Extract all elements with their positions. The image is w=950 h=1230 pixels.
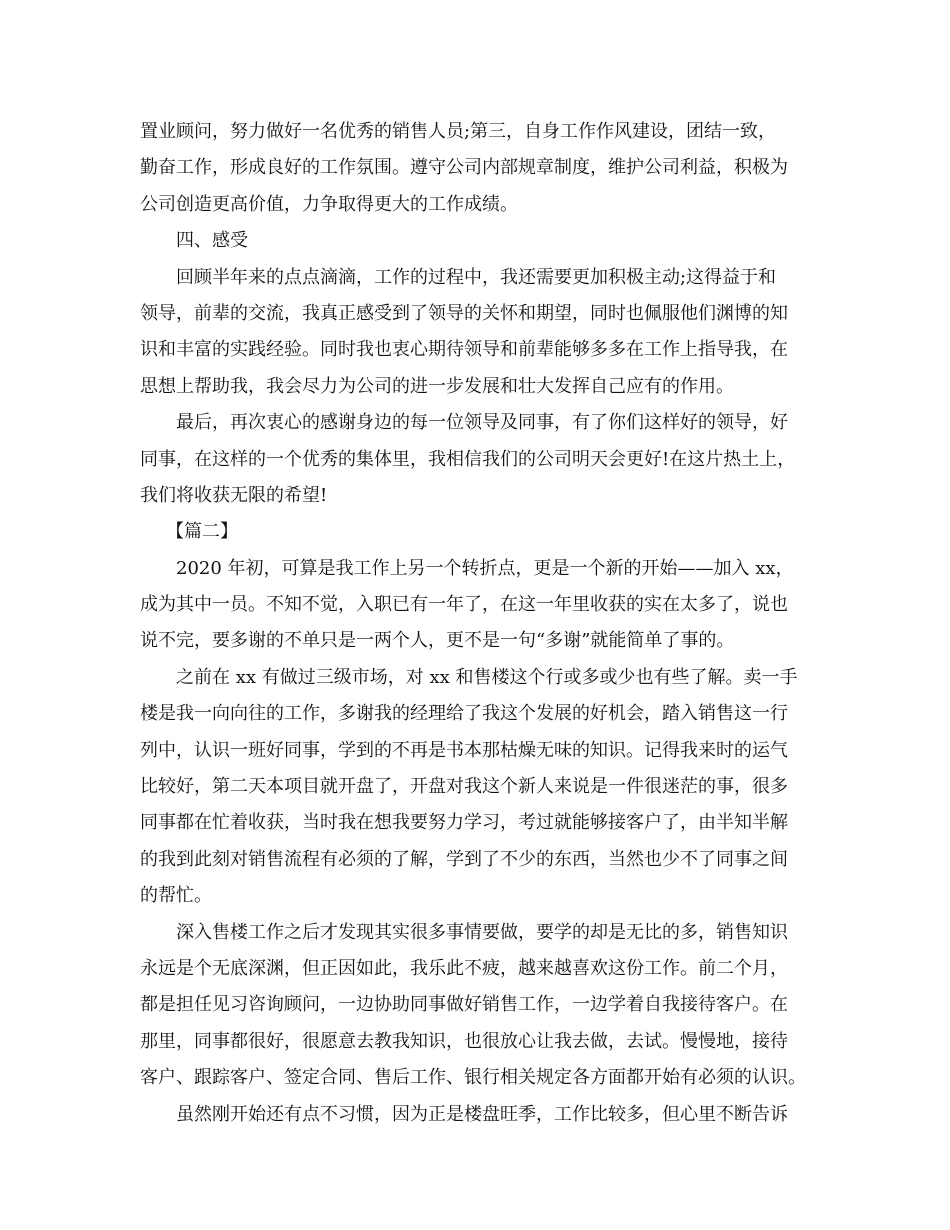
section-heading: 【篇二】	[166, 521, 238, 543]
text-line: 深入售楼工作之后才发现其实很多事情要做，要学的却是无比的多，销售知识	[176, 921, 788, 943]
text-line: 的帮忙。	[140, 885, 212, 907]
text-line: 我们将收获无限的希望!	[140, 484, 328, 506]
text-line: 最后，再次衷心的感谢身边的每一位领导及同事，有了你们这样好的领导，好	[176, 412, 788, 434]
text-line: 2020 年初，可算是我工作上另一个转折点，更是一个新的开始——加入 xx，	[176, 557, 794, 579]
text-line: 置业顾问，努力做好一名优秀的销售人员;第三，自身工作作风建设，团结一致，	[140, 121, 777, 142]
text-line: 成为其中一员。不知不觉，入职已有一年了，在这一年里收获的实在太多了，说也	[140, 594, 788, 616]
text-line: 列中，认识一班好同事，学到的不再是书本那枯燥无味的知识。记得我来时的运气	[140, 739, 788, 761]
text-line: 公司创造更高价值，力争取得更大的工作成绩。	[140, 193, 518, 215]
section-heading: 四、感受	[176, 230, 248, 252]
text-line: 客户、跟踪客户、签定合同、售后工作、银行相关规定各方面都开始有必须的认识。	[140, 1067, 806, 1089]
text-line: 勤奋工作，形成良好的工作氛围。遵守公司内部规章制度，维护公司利益，积极为	[140, 157, 788, 179]
text-line: 同事，在这样的一个优秀的集体里，我相信我们的公司明天会更好!在这片热土上，	[140, 448, 796, 470]
text-line: 都是担任见习咨询顾问，一边协助同事做好销售工作，一边学着自我接待客户。在	[140, 994, 788, 1016]
text-line: 楼是我一向向往的工作，多谢我的经理给了我这个发展的好机会，踏入销售这一行	[140, 703, 788, 725]
text-line: 之前在 xx 有做过三级市场，对 xx 和售楼这个行或多或少也有些了解。卖一手	[176, 666, 798, 688]
text-line: 比较好，第二天本项目就开盘了，开盘对我这个新人来说是一件很迷茫的事，很多	[140, 776, 788, 798]
text-line: 领导，前辈的交流，我真正感受到了领导的关怀和期望，同时也佩服他们渊博的知	[140, 302, 788, 324]
text-line: 那里，同事都很好，很愿意去教我知识，也很放心让我去做，去试。慢慢地，接待	[140, 1030, 788, 1052]
text-line: 回顾半年来的点点滴滴，工作的过程中，我还需要更加积极主动;这得益于和	[176, 266, 777, 288]
document-body	[140, 114, 820, 1133]
text-line: 虽然刚开始还有点不习惯，因为正是楼盘旺季，工作比较多，但心里不断告诉	[176, 1103, 788, 1125]
text-line: 说不完，要多谢的不单只是一两个人，更不是一句“多谢”就能简单了事的。	[140, 630, 735, 652]
text-line: 思想上帮助我，我会尽力为公司的进一步发展和壮大发挥自己应有的作用。	[140, 375, 734, 397]
text-line: 永远是个无底深渊，但正因如此，我乐此不疲，越来越喜欢这份工作。前二个月，	[140, 957, 788, 979]
text-line: 同事都在忙着收获，当时我在想我要努力学习，考过就能够接客户了，由半知半解	[140, 812, 788, 834]
text-line: 识和丰富的实践经验。同时我也衷心期待领导和前辈能够多多在工作上指导我，在	[140, 339, 788, 361]
text-line: 的我到此刻对销售流程有必须的了解，学到了不少的东西，当然也少不了同事之间	[140, 848, 788, 870]
